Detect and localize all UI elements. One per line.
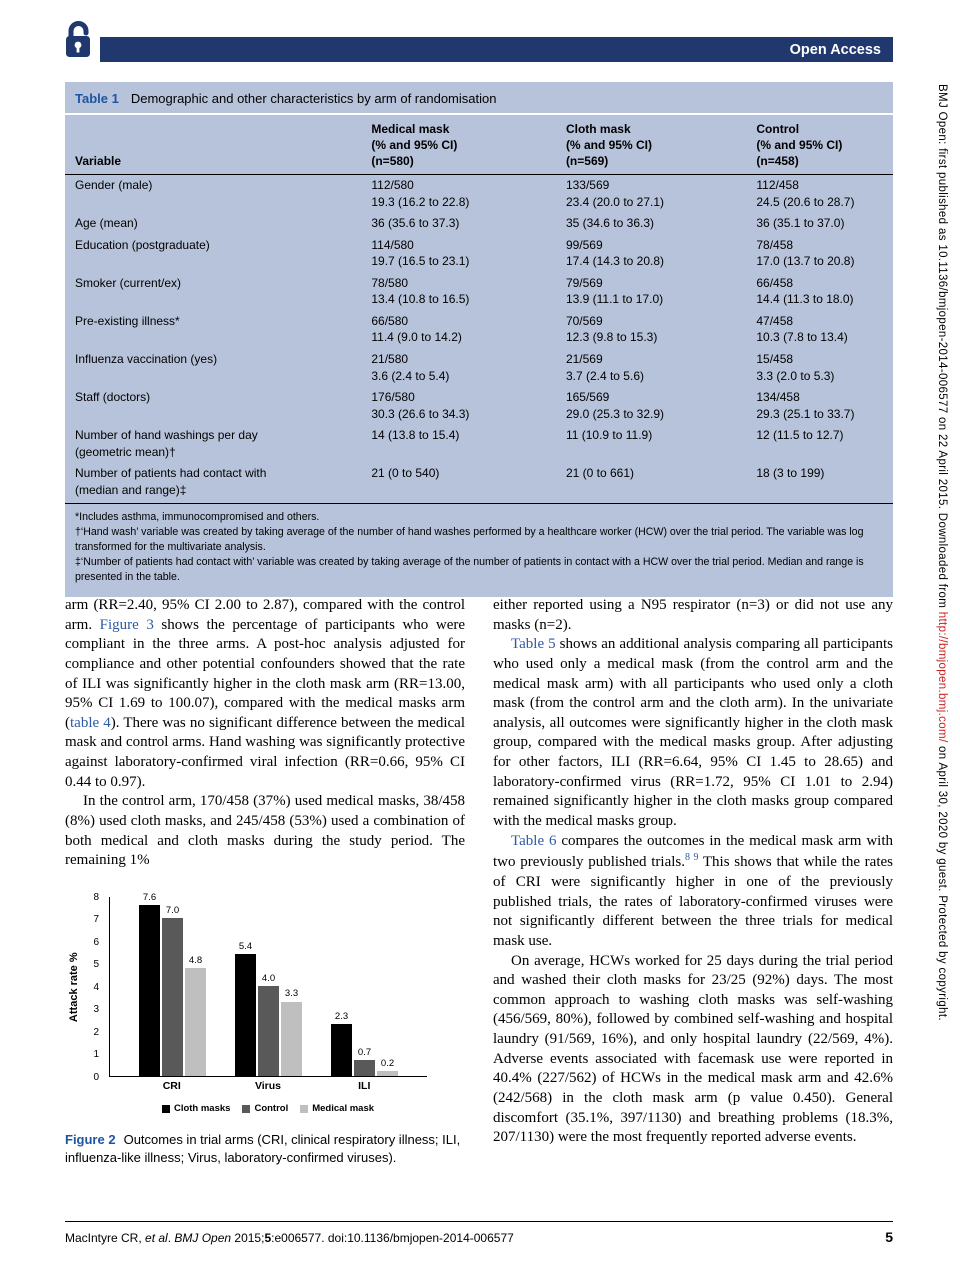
value-cell: 176/580 30.3 (26.6 to 34.3) (371, 390, 470, 421)
article-body (65, 596, 893, 1166)
table-footnote: †‘Hand wash’ variable was created by taking average of the number of hand washes performed by a healthcare worker (HCW) over the trial period. The variable was log transformed for the multivariate analysis. (75, 526, 864, 554)
value-cell: 21 (0 to 661) (566, 463, 756, 504)
chart-y-ticks (65, 891, 107, 1083)
value-cell: 114/580 19.7 (16.5 to 23.1) (371, 237, 470, 269)
bar-column (139, 892, 160, 1076)
value-cell: 11 (10.9 to 11.9) (565, 428, 653, 443)
table-row (65, 213, 893, 235)
table1-body (65, 174, 893, 504)
figure2-caption (65, 1131, 465, 1166)
value-cell: 112/458 24.5 (20.6 to 28.7) (756, 178, 855, 209)
legend-swatch (162, 1105, 170, 1113)
bar-value-label: 7.6 (142, 891, 157, 903)
value-cell: 70/569 12.3 (9.8 to 15.3) (565, 313, 658, 345)
variable-cell: Age (mean) (75, 216, 138, 231)
table-footnote: *Includes asthma, immunocompromised and others. (75, 511, 320, 524)
legend-label: Medical mask (312, 1102, 375, 1114)
legend-item (162, 1103, 231, 1115)
bar-column (235, 941, 256, 1076)
sidebar-link[interactable]: http://bmjopen.bmj.com/ (936, 611, 948, 743)
body-text: arm (RR=2.40, 95% CI 2.00 to 2.87), compared with the control arm. (65, 597, 465, 633)
body-paragraph (65, 596, 465, 792)
col-header-control (756, 117, 893, 174)
header-line: Control (756, 122, 800, 136)
page-footer (65, 1221, 893, 1245)
y-tick-label: 2 (93, 1026, 99, 1038)
open-access-lock-icon (62, 20, 94, 60)
bar (354, 1060, 375, 1076)
header-line: (n=458) (756, 154, 799, 169)
header-line: (% and 95% CI) (565, 138, 652, 153)
citation-text: 2015; (231, 1231, 265, 1245)
table-row (65, 174, 893, 213)
y-tick-label: 6 (93, 936, 99, 948)
table-row (65, 463, 893, 504)
value-cell: 21 (0 to 540) (371, 463, 566, 504)
value-cell: 12 (11.5 to 12.7) (756, 428, 844, 443)
figure2 (65, 891, 465, 1166)
value-cell: 36 (35.6 to 37.3) (371, 216, 460, 231)
bar-value-label: 0.7 (357, 1046, 372, 1058)
table1-header-row (65, 117, 893, 174)
table-row (65, 387, 893, 425)
body-paragraph (493, 596, 893, 635)
bar (185, 968, 206, 1076)
header-line: Medical mask (371, 122, 450, 136)
variable-cell: Education (postgraduate) (75, 237, 210, 252)
bar-value-label: 5.4 (238, 941, 253, 953)
body-text: ). There was no significant difference between the medical mask and control arms. Hand washing was significantly protective against laboratory-confirmed viral infection (RR=0.66, 95% CI 0.44 to 0.97). (65, 714, 465, 790)
bar (331, 1024, 352, 1076)
value-cell: 79/569 13.9 (11.1 to 17.0) (565, 275, 664, 307)
bar-column (377, 1058, 398, 1076)
body-text: compares the outcomes in the medical mask arm with two previously published trials. (493, 832, 893, 871)
bar (258, 986, 279, 1076)
bar-group (331, 1011, 398, 1076)
bar-value-label: 3.3 (284, 988, 299, 1000)
variable-cell: Influenza vaccination (yes) (75, 351, 218, 366)
bar-value-label: 7.0 (165, 905, 180, 917)
right-column (493, 596, 893, 1166)
body-paragraph (65, 792, 465, 871)
value-cell: 36 (35.1 to 37.0) (756, 216, 845, 231)
bar-value-label: 4.0 (261, 972, 276, 984)
open-access-label: Open Access (789, 41, 881, 58)
y-tick-label: 4 (93, 981, 99, 993)
value-cell: 78/458 17.0 (13.7 to 20.8) (756, 237, 855, 269)
bar-column (281, 988, 302, 1076)
variable-cell: Number of hand washings per day (geometric mean)† (75, 428, 258, 459)
legend-swatch (300, 1105, 308, 1113)
legend-swatch (242, 1105, 250, 1113)
variable-cell: Staff (doctors) (75, 390, 151, 405)
value-cell: 133/569 23.4 (20.0 to 27.1) (565, 178, 665, 209)
footer-citation (65, 1231, 514, 1245)
bar-value-label: 2.3 (334, 1010, 349, 1022)
figure2-label: Figure 2 (65, 1132, 116, 1148)
x-category-label: Virus (254, 1079, 282, 1092)
header-line: Variable (75, 154, 122, 169)
left-paragraphs (65, 596, 465, 871)
bar (377, 1071, 398, 1076)
header-line: (% and 95% CI) (371, 138, 458, 153)
figure2-chart (65, 891, 445, 1115)
body-paragraph (493, 635, 893, 831)
bar (235, 954, 256, 1076)
chart-legend (109, 1103, 427, 1115)
bar-column (331, 1011, 352, 1076)
header-line: Cloth mask (565, 122, 631, 136)
body-link[interactable]: Table 6 (511, 832, 557, 849)
value-cell: 134/458 29.3 (25.1 to 33.7) (756, 390, 855, 421)
variable-cell: Smoker (current/ex) (75, 275, 182, 290)
open-access-banner (100, 37, 893, 62)
table-footnote: ‡‘Number of patients had contact with’ variable was created by taking average of the number of patients in contact with a HCW over the trial period. Median and range is presented in the table. (75, 556, 864, 584)
table1-footnotes (65, 504, 893, 596)
sidebar-text: BMJ Open: first published as 10.1136/bmjopen-2014-006577 on 22 April 2015. Downloaded from (936, 84, 948, 612)
body-text: shows the percentage of participants who were compliant in the three arms. A post-hoc analysis adjusted for compliance and other potential confounders showed that the rate of ILI was significantly higher in the cloth mask arm (RR=13.00, 95% CI 1.69 to 100.07), compared with the medical masks arm ( (65, 616, 466, 731)
variable-cell: Gender (male) (75, 178, 153, 193)
bar-column (162, 905, 183, 1076)
chart-x-labels (109, 1080, 427, 1094)
value-cell: 21/569 3.7 (2.4 to 5.6) (565, 351, 644, 383)
bar-value-label: 4.8 (188, 954, 203, 966)
value-cell: 14 (13.8 to 15.4) (371, 428, 460, 443)
y-tick-label: 5 (93, 959, 99, 971)
bar (162, 918, 183, 1076)
bar-column (185, 955, 206, 1076)
body-text: shows an additional analysis comparing all participants who used only a medical mask (from the control arm and the medical mask arm) with all participants who used only a cloth mask (from the control arm and the cloth arm). In the univariate analysis, all outcomes were significantly higher in the cloth mask group, compared with the medical masks group. After adjusting for other factors, ILI (RR=6.64, 95% CI 1.45 to 28.65) and laboratory-confirmed virus (RR=1.72, 95% CI 1.01 to 2.94) remained significantly higher in the cloth masks group compared with the medical masks group. (493, 636, 893, 830)
variable-cell: Number of patients had contact with (median and range)‡ (65, 463, 371, 504)
body-paragraph (493, 952, 893, 1148)
bar-value-label: 0.2 (380, 1058, 395, 1070)
y-tick-label: 0 (93, 1071, 99, 1083)
header-line: (n=580) (371, 154, 414, 169)
citation-text: BMJ Open (174, 1231, 232, 1245)
value-cell: 66/458 14.4 (11.3 to 18.0) (756, 275, 854, 307)
citation-superscript[interactable]: 8 9 (685, 852, 699, 864)
col-header-variable (65, 117, 371, 174)
citation-text: :e006577. doi:10.1136/bmjopen-2014-006577 (271, 1231, 514, 1245)
citation-text: 5 (264, 1231, 272, 1245)
table-row (65, 310, 893, 348)
table1-caption (65, 82, 893, 115)
bar (139, 905, 160, 1076)
header-line: (% and 95% CI) (756, 138, 843, 153)
legend-label: Control (254, 1102, 289, 1114)
value-cell: 78/580 13.4 (10.8 to 16.5) (371, 275, 470, 307)
citation-text: . (167, 1231, 175, 1245)
body-text: either reported using a N95 respirator (n=3) or did not use any masks (n=2). (493, 597, 893, 633)
chart-y-axis-label: Attack rate % (67, 952, 80, 1023)
bar-group (235, 941, 302, 1076)
x-category-label: CRI (162, 1079, 181, 1092)
table-row (65, 272, 893, 310)
value-cell: 18 (3 to 199) (756, 463, 893, 504)
y-tick-label: 3 (93, 1004, 99, 1016)
value-cell: 35 (34.6 to 36.3) (565, 216, 654, 231)
value-cell: 165/569 29.0 (25.3 to 32.9) (565, 390, 665, 421)
figure2-caption-text: Outcomes in trial arms (CRI, clinical respiratory illness; ILI, influenza-like illness; Virus, laboratory-confirmed viruses). (65, 1132, 461, 1165)
table-row (65, 348, 893, 386)
sidebar-copyright (936, 84, 948, 1021)
y-tick-label: 7 (93, 914, 99, 926)
bar (281, 1002, 302, 1076)
legend-item (300, 1103, 374, 1115)
x-category-label: ILI (358, 1079, 371, 1092)
table1-label: Table 1 (75, 91, 119, 106)
value-cell: 15/458 3.3 (2.0 to 5.3) (756, 351, 835, 383)
y-tick-label: 1 (93, 1049, 99, 1061)
sidebar-text: on April 30, 2020 by guest. Protected by copyright. (936, 742, 948, 1021)
value-cell: 47/458 10.3 (7.8 to 13.4) (756, 313, 848, 345)
table-row (65, 425, 893, 463)
body-text: This shows that while the rates of CRI were significantly higher in one of the previously published trials, the rates of laboratory-confirmed viruses were not significantly different between the three trials for medical mask use. (493, 854, 893, 949)
citation-text: et al (145, 1231, 168, 1245)
bar-column (354, 1047, 375, 1076)
body-link[interactable]: table 4 (70, 714, 111, 731)
table1-caption-text: Demographic and other characteristics by arm of randomisation (130, 91, 497, 106)
bar-column (258, 973, 279, 1076)
citation-text: MacIntyre CR, (65, 1231, 146, 1245)
value-cell: 21/580 3.6 (2.4 to 5.4) (371, 351, 450, 383)
left-column (65, 596, 465, 1166)
body-text: On average, HCWs worked for 25 days during the trial period and washed their cloth masks for 23/25 (92%) days. The most common approach to washing cloth masks was self-washing (456/569, 80%), followed by combined self-washing and hospital laundry (91/569, 16%), and only hospital laundry (22/569, 4%). Adverse events associated with facemask use were reported in 40.4% (227/562) of HCWs in the medical mask arm and 42.6% (242/568) in the cloth mask arm (p value 0.450). General discomfort (35.1%, 397/1130) and breathing problems (18.3%, 207/1130) were the most frequently reported adverse events. (493, 952, 893, 1146)
body-link[interactable]: Table 5 (511, 636, 556, 653)
value-cell: 99/569 17.4 (14.3 to 20.8) (565, 237, 665, 269)
bmj-open-logo (62, 20, 94, 60)
legend-item (242, 1103, 288, 1115)
chart-plot-area (109, 891, 427, 1077)
value-cell: 66/580 11.4 (9.0 to 14.2) (371, 313, 462, 345)
legend-label: Cloth masks (173, 1102, 231, 1114)
col-header-medical-mask (371, 117, 566, 174)
variable-cell: Pre-existing illness* (75, 313, 180, 328)
body-paragraph (493, 832, 893, 952)
body-text: In the control arm, 170/458 (37%) used medical masks, 38/458 (8%) used cloth masks, and 245/458 (53%) used a combination of both medical and cloth masks during the study period. The remaining 1% (65, 793, 465, 869)
table1-panel (65, 82, 893, 597)
y-tick-label: 8 (93, 891, 99, 903)
bar-group (139, 892, 206, 1076)
table-row (65, 234, 893, 272)
value-cell: 112/580 19.3 (16.2 to 22.8) (371, 178, 470, 209)
header-line: (n=569) (565, 154, 609, 169)
table1 (65, 117, 893, 504)
page-number: 5 (885, 1229, 893, 1245)
col-header-cloth-mask (566, 117, 756, 174)
body-link[interactable]: Figure 3 (99, 616, 154, 633)
right-paragraphs (493, 596, 893, 1148)
